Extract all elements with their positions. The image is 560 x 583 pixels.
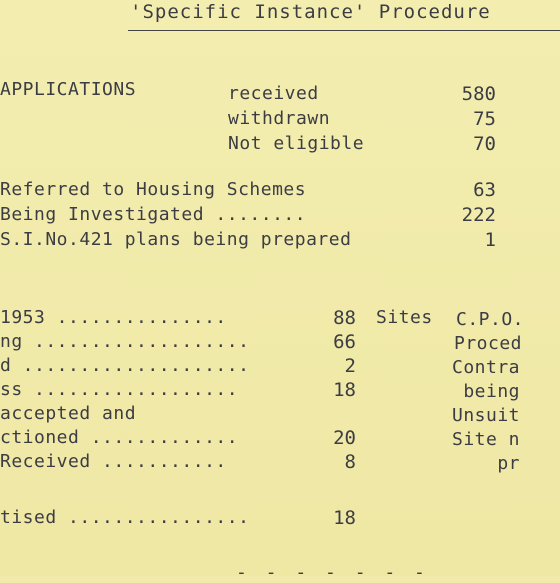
right-column-line: Unsuit <box>452 405 521 426</box>
right-column-line: Proced <box>454 333 523 354</box>
right-column-line: Site n <box>452 429 521 450</box>
sites-row-label: accepted and <box>0 403 137 424</box>
applications-row-value: 75 <box>473 108 496 130</box>
sites-row-label: ng ................... <box>0 331 250 352</box>
status-row-label: S.I.No.421 plans being prepared <box>0 229 352 250</box>
applications-row-label: received <box>228 83 319 104</box>
right-column-line: C.P.O. <box>456 309 525 330</box>
status-row-label: Being Investigated ........ <box>0 204 307 225</box>
sites-row-label: d .................... <box>0 355 250 376</box>
footer-dashes: - - - - - - - <box>236 562 429 583</box>
document-title: 'Specific Instance' Procedure <box>130 1 491 23</box>
sites-row-value: 8 <box>344 451 356 473</box>
status-row-label: Referred to Housing Schemes <box>0 179 307 200</box>
sites-row-label: ctioned ............. <box>0 427 239 448</box>
sites-row-value: 88 <box>333 307 356 329</box>
title-underline <box>128 30 560 31</box>
sites-row-value: 20 <box>333 427 356 449</box>
sites-label: Sites <box>376 307 433 328</box>
sites-row-label: Received ........... <box>0 451 227 472</box>
right-column-line: Contra <box>452 357 521 378</box>
right-column-line: being <box>452 381 521 402</box>
sites-row-label: tised ................ <box>0 507 250 528</box>
applications-row-label: Not eligible <box>228 133 365 154</box>
sites-row-label: ss .................. <box>0 379 239 400</box>
sites-row-label: 1953 ............... <box>0 307 227 328</box>
status-row-value: 222 <box>461 204 496 226</box>
sites-row-value: 18 <box>333 379 356 401</box>
sites-row-value: 18 <box>333 507 356 529</box>
right-column-line: pr <box>452 453 521 474</box>
applications-row-value: 580 <box>461 83 496 105</box>
applications-heading: APPLICATIONS <box>0 79 137 100</box>
applications-row-label: withdrawn <box>228 108 331 129</box>
status-row-value: 1 <box>484 229 496 251</box>
sites-row-value: 66 <box>333 331 356 353</box>
status-row-value: 63 <box>473 179 496 201</box>
applications-row-value: 70 <box>473 133 496 155</box>
sites-row-value: 2 <box>344 355 356 377</box>
